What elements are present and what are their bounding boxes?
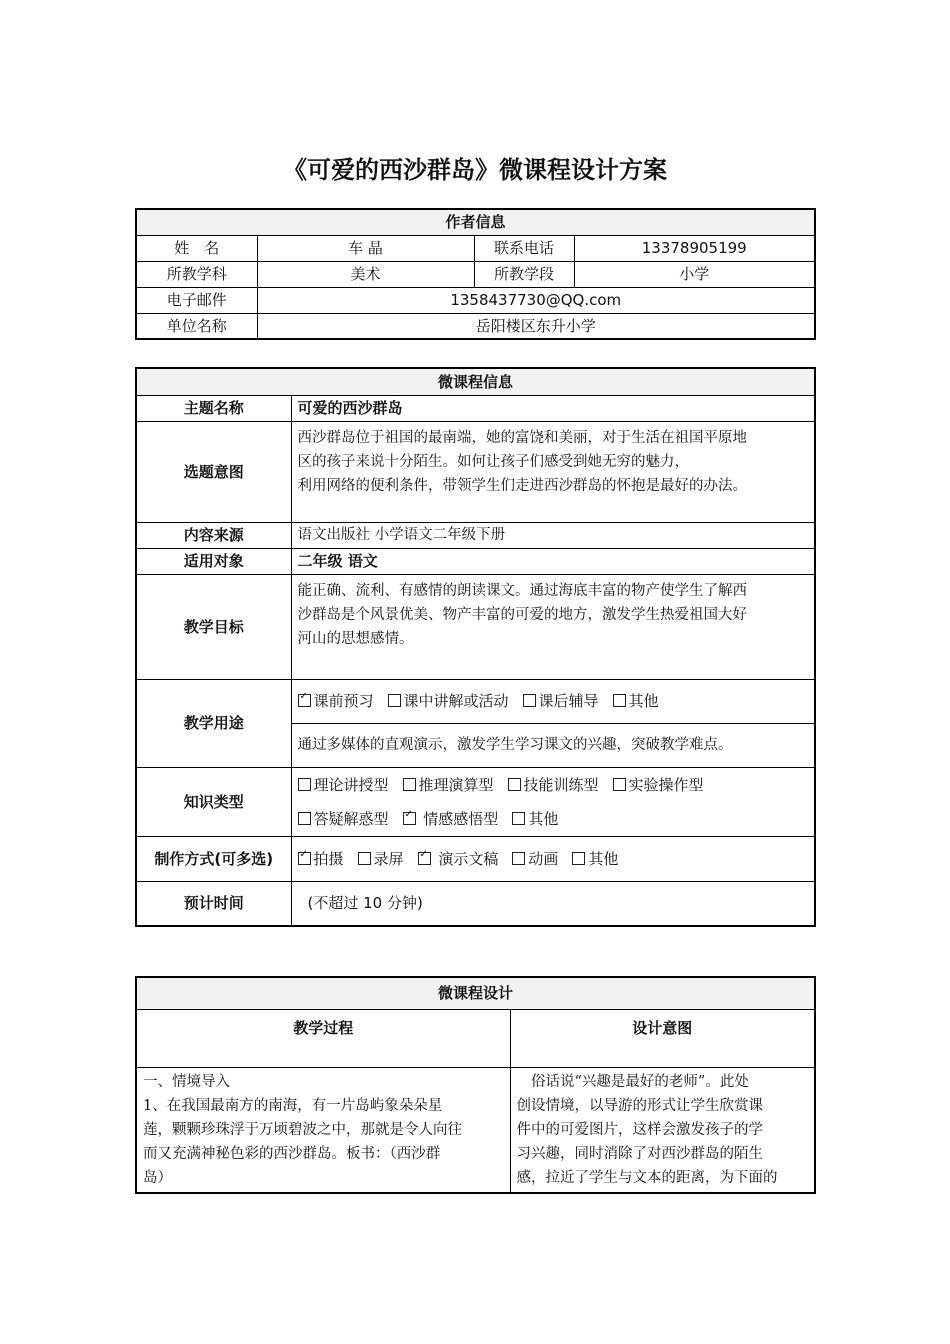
knowledge-option-reasoning[interactable] (403, 768, 494, 802)
option-label: 课后辅导 (538, 692, 599, 710)
checkbox-icon[interactable] (613, 778, 626, 791)
topic-value: 可爱的西沙群岛 (291, 395, 815, 421)
name-value: 车 晶 (257, 235, 474, 261)
checkbox-icon[interactable] (298, 812, 311, 825)
course-design-header: 微课程设计 (136, 977, 815, 1009)
use-option-preview[interactable] (298, 691, 374, 711)
process-text (136, 1067, 510, 1193)
use-option-other[interactable] (613, 691, 659, 711)
option-label: 录屏 (373, 849, 404, 868)
process-line: 岛） (143, 1169, 172, 1186)
checkbox-icon[interactable] (508, 778, 521, 791)
use-option-inclass[interactable] (388, 691, 509, 711)
intent-text (291, 421, 815, 522)
rationale-line: 习兴趣，同时消除了对西沙群岛的陌生 (516, 1145, 763, 1162)
course-info-table (135, 367, 816, 927)
knowledge-option-qa[interactable] (298, 802, 389, 836)
checkbox-icon[interactable] (403, 778, 416, 791)
option-label: 理论讲授型 (313, 775, 389, 794)
process-column-header: 教学过程 (136, 1009, 510, 1067)
option-label: 演示文稿 (438, 849, 499, 868)
time-value: (不超过 10 分钟) (291, 881, 815, 926)
rationale-line: 创设情境，以导游的形式让学生欣赏课 (516, 1097, 763, 1114)
checkbox-icon[interactable] (388, 694, 401, 707)
checkbox-checked-icon[interactable] (403, 812, 416, 825)
checkbox-icon[interactable] (613, 694, 626, 707)
source-label: 内容来源 (136, 522, 291, 548)
method-options (291, 836, 815, 881)
rationale-line: 感，拉近了学生与文本的距离，为下面的 (516, 1169, 778, 1186)
checkbox-icon[interactable] (298, 778, 311, 791)
topic-label: 主题名称 (136, 395, 291, 421)
use-note: 通过多媒体的直观演示，激发学生学习课文的兴趣，突破教学难点。 (291, 723, 815, 767)
method-label: 制作方式(可多选) (136, 836, 291, 881)
method-option-record[interactable] (358, 849, 404, 869)
course-design-table (135, 976, 816, 1194)
use-option-afterclass[interactable] (523, 691, 599, 711)
checkbox-icon[interactable] (512, 852, 525, 865)
method-option-shoot[interactable] (298, 849, 344, 869)
checkbox-checked-icon[interactable] (298, 852, 311, 865)
goal-line: 沙群岛是个风景优美、物产丰富的可爱的地方，激发学生热爱祖国大好 (297, 606, 747, 623)
use-label: 教学用途 (136, 679, 291, 767)
rationale-text (510, 1067, 815, 1193)
checkbox-icon[interactable] (572, 852, 585, 865)
checkbox-icon[interactable] (512, 812, 525, 825)
audience-value: 二年级 语文 (291, 548, 815, 574)
option-label: 实验操作型 (628, 775, 704, 794)
option-label: 其他 (628, 692, 659, 710)
goal-line: 河山的思想感情。 (297, 630, 414, 647)
option-label: 技能训练型 (523, 775, 599, 794)
process-line: 一、情境导入 (143, 1073, 230, 1090)
rationale-line: 俗话说“兴趣是最好的老师”。此处 (516, 1073, 749, 1090)
knowledge-option-theory[interactable] (298, 768, 389, 802)
source-value: 语文出版社 小学语文二年级下册 (291, 522, 815, 548)
knowledge-option-other[interactable] (512, 802, 558, 836)
intent-line: 区的孩子来说十分陌生。如何让孩子们感受到她无穷的魅力， (297, 453, 689, 470)
rationale-column-header: 设计意图 (510, 1009, 815, 1067)
knowledge-label: 知识类型 (136, 767, 291, 836)
goal-label: 教学目标 (136, 574, 291, 679)
rationale-line: 件中的可爱图片，这样会激发孩子的学 (516, 1121, 763, 1138)
intent-line: 利用网络的便利条件，带领学生们走进西沙群岛的怀抱是最好的办法。 (297, 477, 747, 494)
option-label: 情感感悟型 (423, 809, 499, 828)
author-info-header: 作者信息 (136, 209, 815, 235)
document-title: 《可爱的西沙群岛》微课程设计方案 (283, 155, 667, 184)
email-value: 1358437730@QQ.com (257, 287, 815, 313)
checkbox-icon[interactable] (523, 694, 536, 707)
knowledge-option-emotion[interactable] (403, 802, 499, 836)
level-value: 小学 (574, 261, 815, 287)
method-option-other[interactable] (572, 849, 618, 869)
option-label: 答疑解惑型 (313, 809, 389, 828)
org-value: 岳阳楼区东升小学 (257, 313, 815, 339)
option-label: 课中讲解或活动 (403, 692, 509, 710)
option-label: 其他 (588, 849, 619, 868)
email-label: 电子邮件 (136, 287, 257, 313)
subject-label: 所教学科 (136, 261, 257, 287)
method-option-animation[interactable] (512, 849, 558, 869)
process-line: 1、在我国最南方的南海，有一片岛屿象朵朵星 (143, 1097, 443, 1114)
audience-label: 适用对象 (136, 548, 291, 574)
phone-label: 联系电话 (474, 235, 574, 261)
author-info-table (135, 208, 816, 340)
goal-line: 能正确、流利、有感情的朗读课文。通过海底丰富的物产使学生了解西 (297, 582, 747, 599)
use-options (291, 679, 815, 723)
name-label: 姓 名 (136, 235, 257, 261)
option-label: 拍摄 (313, 849, 344, 868)
process-line: 而又充满神秘色彩的西沙群岛。板书：（西沙群 (143, 1145, 441, 1162)
intent-label: 选题意图 (136, 421, 291, 522)
option-label: 推理演算型 (418, 775, 494, 794)
time-label: 预计时间 (136, 881, 291, 926)
checkbox-checked-icon[interactable] (298, 694, 311, 707)
goal-text (291, 574, 815, 679)
intent-line: 西沙群岛位于祖国的最南端，她的富饶和美丽，对于生活在祖国平原地 (297, 429, 747, 446)
knowledge-option-skill[interactable] (508, 768, 599, 802)
checkbox-checked-icon[interactable] (418, 852, 431, 865)
checkbox-icon[interactable] (358, 852, 371, 865)
knowledge-options (291, 767, 815, 836)
phone-value: 13378905199 (574, 235, 815, 261)
org-label: 单位名称 (136, 313, 257, 339)
knowledge-option-experiment[interactable] (613, 768, 704, 802)
process-line: 莲，颗颗珍珠浮于万顷碧波之中，那就是令人向往 (143, 1121, 462, 1138)
option-label: 课前预习 (313, 692, 374, 710)
option-label: 动画 (528, 849, 559, 868)
course-info-header: 微课程信息 (136, 368, 815, 395)
subject-value: 美术 (257, 261, 474, 287)
option-label: 其他 (528, 809, 559, 828)
level-label: 所教学段 (474, 261, 574, 287)
method-option-slides[interactable] (418, 849, 499, 869)
